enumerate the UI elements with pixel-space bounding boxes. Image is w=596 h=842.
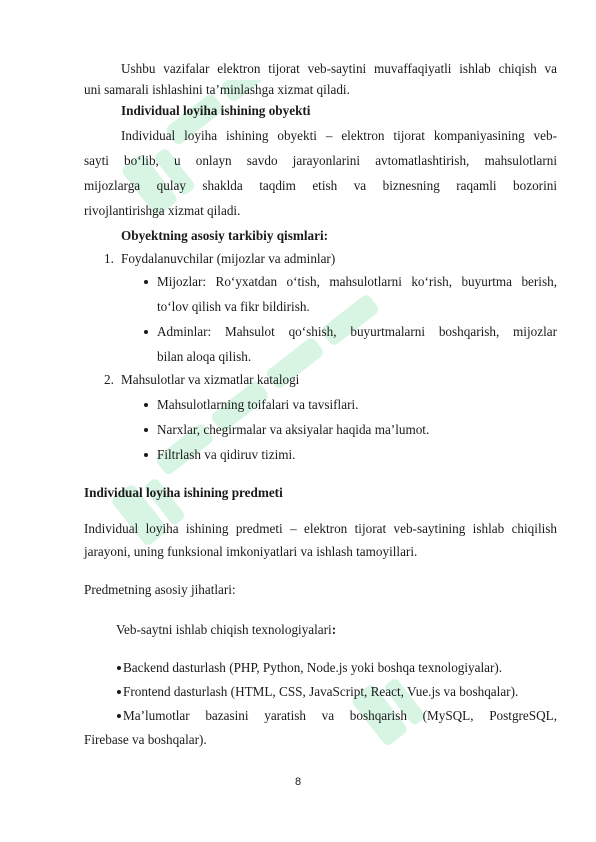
object-para-line-1: Individual loyiha ishining obyekti – elektron tijorat kompaniyasining veb- bbox=[121, 128, 557, 143]
subject-para-line-2: jarayoni, uning funksional imkoniyatlari va ishlash tamoyillari. bbox=[84, 544, 418, 559]
list-number: 1. bbox=[104, 251, 114, 266]
tech-label-text: Veb-saytni ishlab chiqish texnologiyalari bbox=[116, 622, 332, 637]
bullet-text: Filtrlash va qidiruv tizimi. bbox=[157, 447, 296, 462]
object-heading: Individual loyiha ishining obyekti bbox=[121, 103, 311, 118]
page-number: 8 bbox=[294, 776, 302, 788]
bullet-icon bbox=[144, 330, 148, 334]
bullet-icon bbox=[117, 666, 121, 670]
tech-bullet-text-line-2: Firebase va boshqalar). bbox=[84, 732, 207, 747]
intro-line-2: uni samarali ishlashini ta’minlashga xizmat qiladi. bbox=[84, 82, 350, 97]
object-para-line-4: rivojlantirishga xizmat qiladi. bbox=[84, 203, 241, 218]
object-para-line-3: mijozlarga qulay shaklda taqdim etish va biznesning raqamli bozorini bbox=[84, 178, 557, 193]
bullet-text-line-1: Adminlar: Mahsulot qo‘shish, buyurtmalarni boshqarish, mijozlar bbox=[157, 324, 557, 339]
tech-bullet-text: Backend dasturlash (PHP, Python, Node.js yoki boshqa texnologiyalar). bbox=[123, 660, 503, 675]
subject-heading: Individual loyiha ishining predmeti bbox=[84, 485, 283, 500]
bullet-text-line-2: to‘lov qilish va fikr bildirish. bbox=[157, 299, 310, 314]
tech-label bbox=[116, 621, 336, 639]
bullet-icon bbox=[117, 690, 121, 694]
components-heading: Obyektning asosiy tarkibiy qismlari: bbox=[121, 228, 329, 243]
bullet-icon bbox=[144, 453, 148, 457]
aspects-label: Predmetning asosiy jihatlari: bbox=[84, 582, 236, 597]
tech-label-colon: : bbox=[331, 622, 337, 637]
tech-bullet-text-line-1: Ma’lumotlar bazasini yaratish va boshqarish (MySQL, PostgreSQL, bbox=[123, 708, 557, 723]
list-item-label: Foydalanuvchilar (mijozlar va adminlar) bbox=[121, 251, 336, 266]
list-number: 2. bbox=[104, 372, 114, 387]
bullet-text-line-2: bilan aloqa qilish. bbox=[157, 349, 252, 364]
bullet-icon bbox=[144, 428, 148, 432]
bullet-text-line-1: Mijozlar: Ro‘yxatdan o‘tish, mahsulotlarni ko‘rish, buyurtma berish, bbox=[157, 274, 557, 289]
list-item-label: Mahsulotlar va xizmatlar katalogi bbox=[121, 372, 300, 387]
bullet-icon bbox=[117, 714, 121, 718]
intro-line-1: Ushbu vazifalar elektron tijorat veb-saytini muvaffaqiyatli ishlab chiqish va bbox=[121, 61, 557, 76]
bullet-icon bbox=[144, 403, 148, 407]
bullet-text: Narxlar, chegirmalar va aksiyalar haqida ma’lumot. bbox=[157, 422, 430, 437]
subject-para-line-1: Individual loyiha ishining predmeti – elektron tijorat veb-saytining ishlab chiqilish bbox=[84, 521, 557, 536]
tech-bullet-text: Frontend dasturlash (HTML, CSS, JavaScript, React, Vue.js va boshqalar). bbox=[123, 684, 519, 699]
bullet-icon bbox=[144, 280, 148, 284]
object-para-line-2: sayti bo‘lib, u onlayn savdo jarayonlarini avtomatlashtirish, mahsulotlarni bbox=[84, 153, 557, 168]
bullet-text: Mahsulotlarning toifalari va tavsiflari. bbox=[157, 397, 359, 412]
